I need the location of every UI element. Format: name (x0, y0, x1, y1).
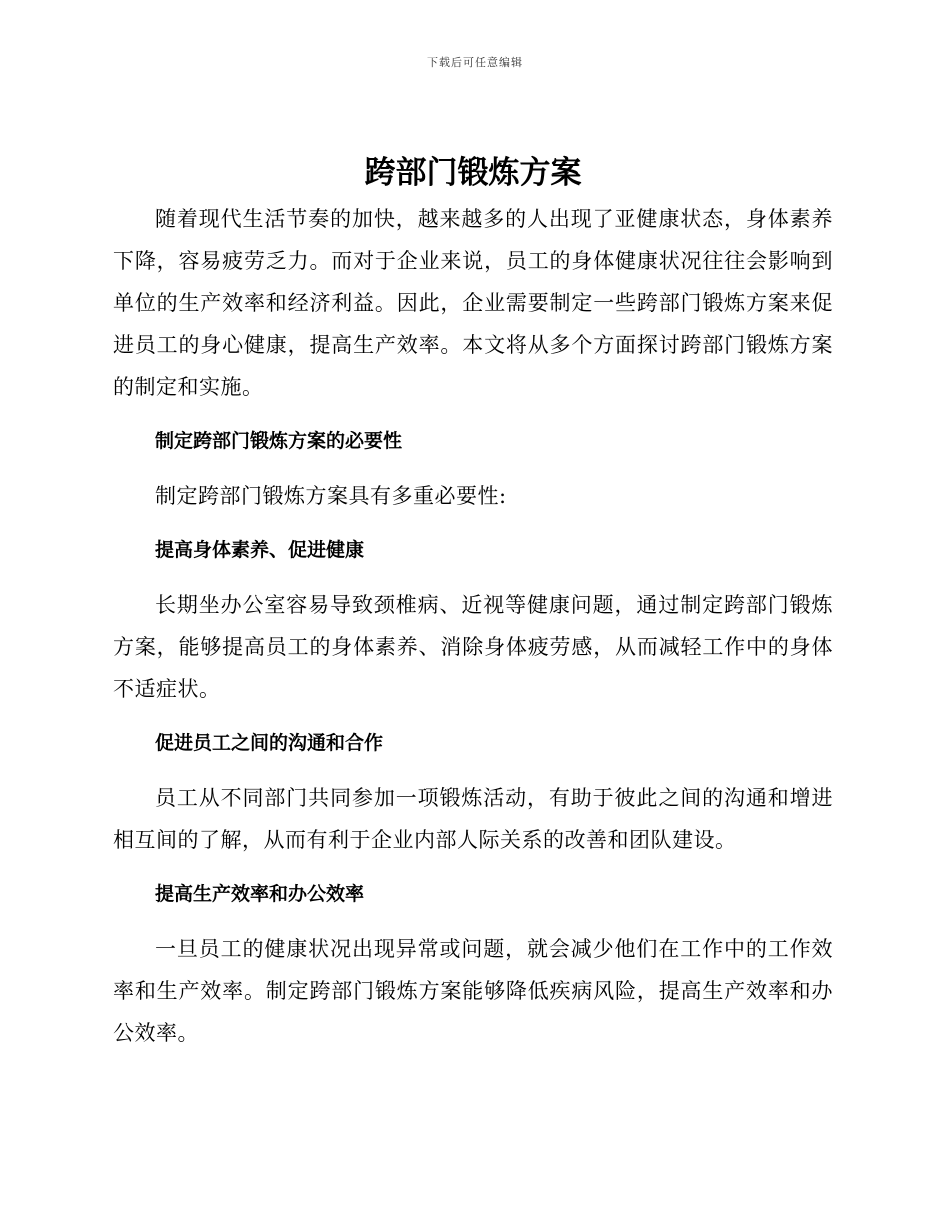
point-body-efficiency: 一旦员工的健康状况出现异常或问题，就会减少他们在工作中的工作效率和生产效率。制定跨部门锻炼方案能够降低疾病风险，提高生产效率和办公效率。 (113, 937, 833, 1045)
header-note: 下载后可任意编辑 (427, 56, 523, 69)
section-lead: 制定跨部门锻炼方案具有多重必要性: (155, 484, 507, 508)
document-body (113, 148, 833, 1054)
document-title: 跨部门锻炼方案 (364, 155, 582, 191)
point-heading-health: 提高身体素养、促进健康 (155, 539, 365, 561)
point-heading-communication: 促进员工之间的沟通和合作 (155, 732, 384, 754)
section-heading: 制定跨部门锻炼方案的必要性 (155, 430, 403, 452)
point-body-communication: 员工从不同部门共同参加一项锻炼活动，有助于彼此之间的沟通和增进相互间的了解，从而有利于企业内部人际关系的改善和团队建设。 (113, 786, 833, 852)
point-body-health: 长期坐办公室容易导致颈椎病、近视等健康问题，通过制定跨部门锻炼方案，能够提高员工的身体素养、消除身体疲劳感，从而减轻工作中的身体不适症状。 (113, 593, 833, 701)
intro-paragraph: 随着现代生活节奏的加快，越来越多的人出现了亚健康状态，身体素养下降，容易疲劳乏力。而对于企业来说，员工的身体健康状况往往会影响到单位的生产效率和经济利益。因此，企业需要制定一些跨部门锻炼方案来促进员工的身心健康，提高生产效率。本文将从多个方面探讨跨部门锻炼方案的制定和实施。 (113, 207, 833, 399)
point-heading-efficiency: 提高生产效率和办公效率 (155, 883, 365, 905)
